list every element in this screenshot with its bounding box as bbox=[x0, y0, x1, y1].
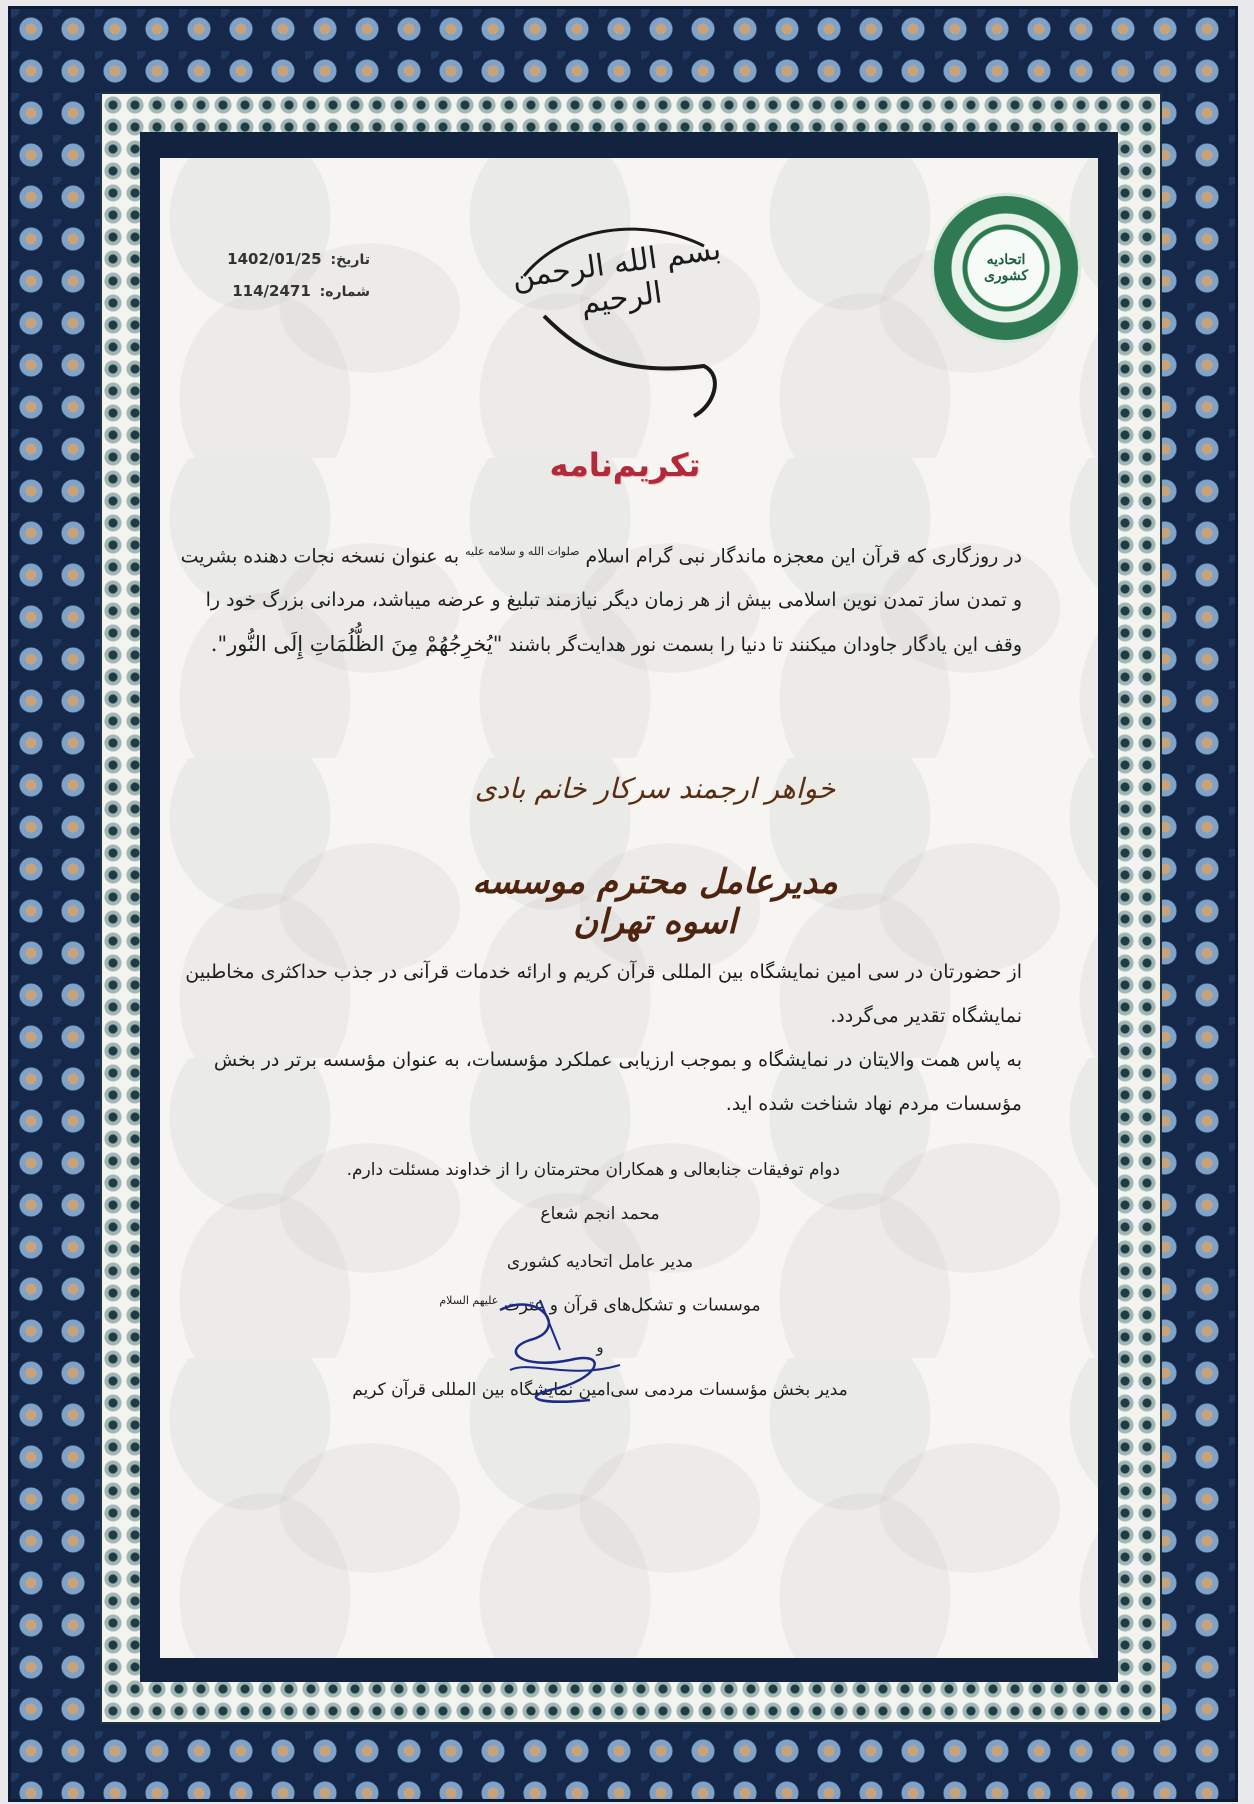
ranking-text: به پاس همت والایتان در نمایشگاه و بموجب ارزیابی عملکرد مؤسسات، به عنوان مؤسسه برتر در بخش مؤسسات مردم نهاد شناخت شده اید. bbox=[213, 1049, 1022, 1115]
signatory-role-1: مدیر عامل اتحادیه کشوری bbox=[506, 1252, 694, 1272]
date-row bbox=[210, 250, 370, 268]
salutation-superscript: صلوات الله و سلامه علیه bbox=[465, 545, 580, 558]
union-emblem-logo bbox=[934, 196, 1078, 340]
bismillah-text: بسم الله الرحمن الرحیم bbox=[509, 231, 724, 322]
appreciation-text: از حضورتان در سی امین نمایشگاه بین المللی قرآن کریم و ارائه خدمات قرآنی در جذب حداکثری مخاطبین نمایشگاه تقدیر می‌گردد. bbox=[185, 961, 1022, 1027]
intro-paragraph bbox=[180, 530, 1022, 667]
date-label: تاریخ: bbox=[330, 252, 370, 268]
number-label: شماره: bbox=[319, 284, 370, 300]
number-row bbox=[210, 282, 370, 300]
handwritten-signature bbox=[480, 1290, 640, 1410]
certificate-title: تکریم‌نامه bbox=[549, 446, 701, 484]
closing-line: دوام توفیقات جنابعالی و همکاران محترمتان را از خداوند مسئلت دارم. bbox=[346, 1160, 840, 1180]
signatory-conjunction: و bbox=[596, 1338, 604, 1356]
appreciation-paragraphs bbox=[180, 950, 1022, 1126]
signatory-role-2-superscript: علیهم السلام bbox=[439, 1294, 499, 1307]
date-value: 1402/01/25 bbox=[227, 250, 322, 268]
letter-meta bbox=[210, 250, 370, 314]
emblem-text: اتحادیه کشوری bbox=[983, 252, 1029, 284]
signatory-name: محمد انجم شعاع bbox=[540, 1204, 660, 1224]
recipient-title: مدیرعامل محترم موسسه اسوه تهران bbox=[472, 862, 838, 942]
quran-quote: "یُخرِجُهُمْ مِنَ الظُّلُمَاتِ إِلَى النُّور". bbox=[210, 632, 503, 657]
number-value: 114/2471 bbox=[232, 282, 311, 300]
signatory-role-2-text: موسسات و تشکل‌های قرآن و عترت bbox=[503, 1295, 761, 1316]
intro-text-b: به عنوان نسخه نجات دهنده بشریت و تمدن ساز تمدن نوین اسلامی بیش از هر زمان دیگر نیازمند تبلیغ و عرضه میباشد، مردانی بزرگ خود را وقف این یادگار جاودان میکنند تا دنیا را بسمت نور هدایت‌گر باشند bbox=[180, 545, 1022, 657]
recipient-name: خواهر ارجمند سرکار خانم بادی bbox=[474, 772, 836, 805]
signatory-role-3: مدیر بخش مؤسسات مردمی سی‌امین نمایشگاه بین المللی قرآن کریم bbox=[352, 1380, 848, 1400]
intro-text-a: در روزگاری که قرآن این معجزه ماندگار نبی گرام اسلام bbox=[585, 545, 1022, 568]
bismillah-calligraphy bbox=[504, 206, 734, 426]
